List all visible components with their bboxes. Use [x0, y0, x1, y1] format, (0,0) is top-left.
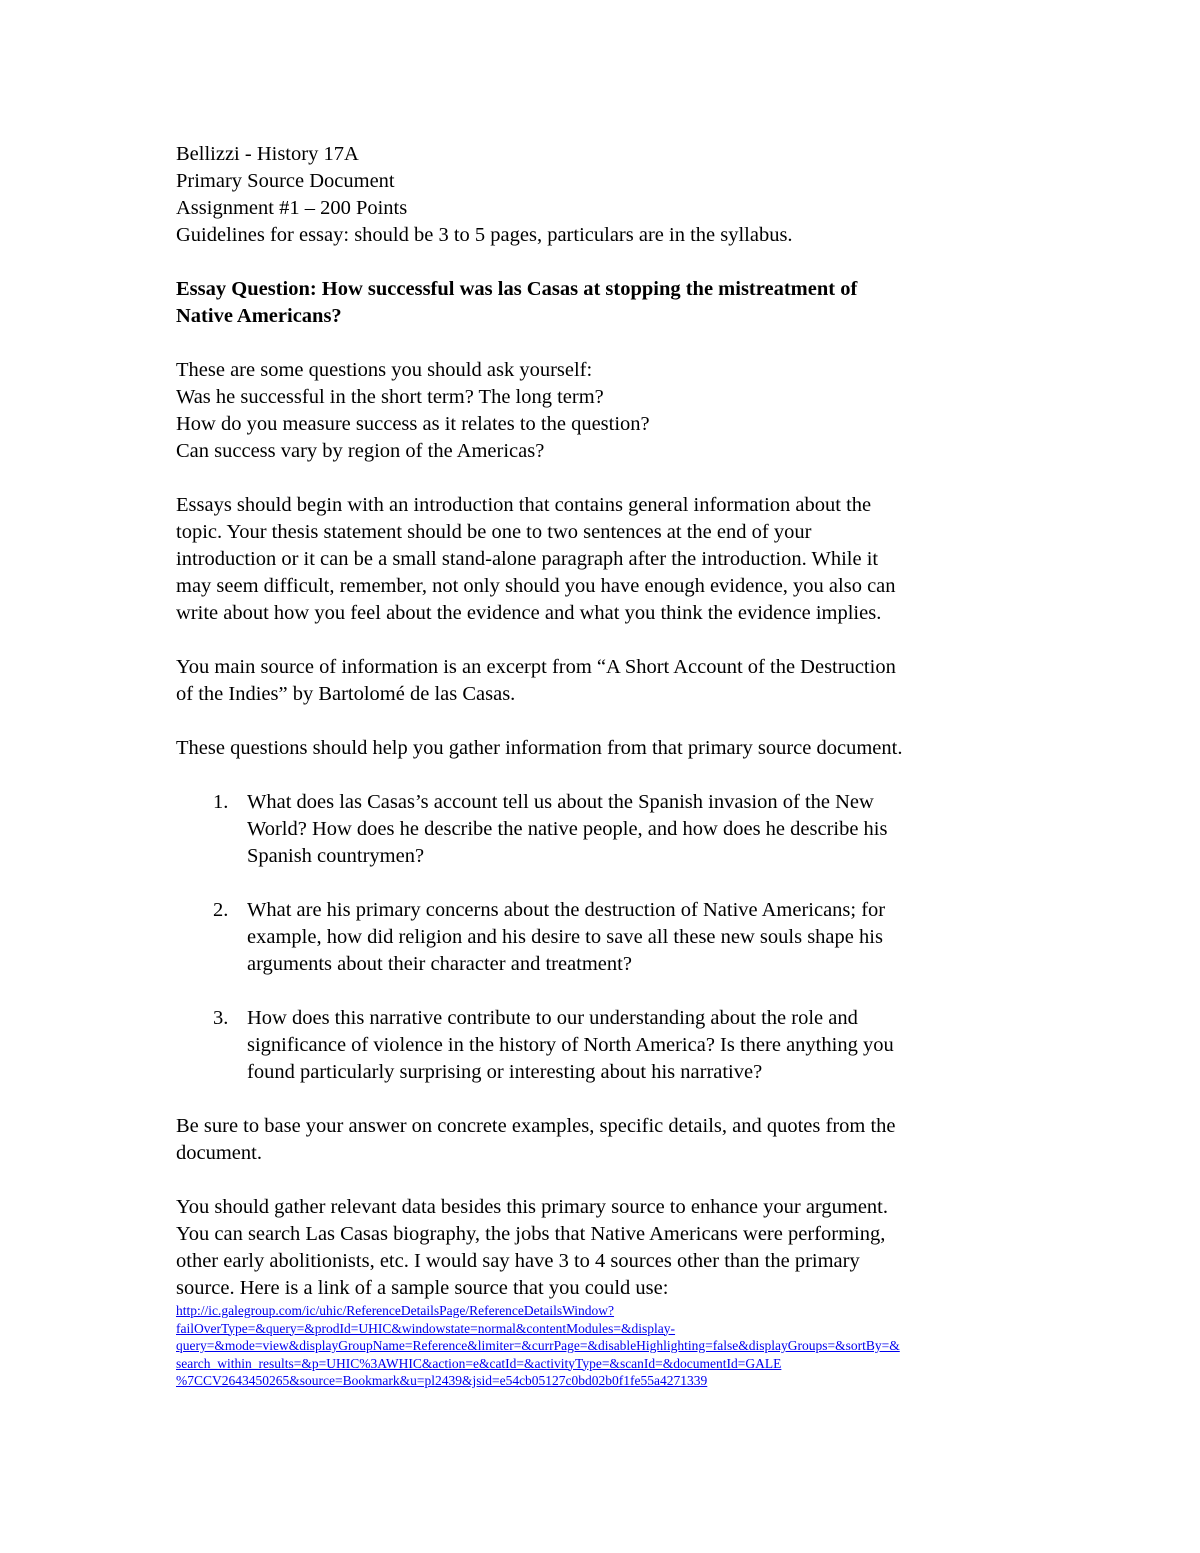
paragraph-line: of the Indies” by Bartolomé de las Casas.	[176, 683, 516, 705]
paragraph-line: You can search Las Casas biography, the jobs that Native Americans were performing,	[176, 1223, 886, 1245]
question-line: How does this narrative contribute to our understanding about the role and	[247, 1007, 858, 1029]
paragraph-line: You should gather relevant data besides this primary source to enhance your argument.	[176, 1196, 889, 1218]
sample-source-link[interactable]	[176, 1302, 1036, 1390]
paragraph-line: document.	[176, 1142, 262, 1164]
question-number: 2.	[213, 899, 229, 921]
question-line: What does las Casas’s account tell us about the Spanish invasion of the New	[247, 791, 874, 813]
paragraph-line: source. Here is a link of a sample source that you could use:	[176, 1277, 669, 1299]
question-line: Spanish countrymen?	[247, 845, 425, 867]
document-page	[176, 141, 1036, 1390]
questions-intro: These questions should help you gather information from that primary source document.	[176, 737, 903, 759]
basis-paragraph	[176, 1113, 1036, 1167]
link-line[interactable]: search_within_results=&p=UHIC%3AWHIC&action=e&catId=&activityType=&scanId=&documentId=GALE	[176, 1355, 782, 1371]
self-questions-intro: These are some questions you should ask yourself:	[176, 359, 593, 381]
question-number: 3.	[213, 1007, 229, 1029]
paragraph-line: other early abolitionists, etc. I would say have 3 to 4 sources other than the primary	[176, 1250, 860, 1272]
question-number: 1.	[213, 791, 229, 813]
essay-question-line: Essay Question: How successful was las Casas at stopping the mistreatment of	[176, 278, 858, 300]
header-block	[176, 141, 1036, 249]
paragraph-line: Essays should begin with an introduction that contains general information about the	[176, 494, 872, 516]
paragraph-line: Be sure to base your answer on concrete examples, specific details, and quotes from the	[176, 1115, 896, 1137]
question-line: found particularly surprising or interesting about his narrative?	[247, 1061, 763, 1083]
paragraph-line: may seem difficult, remember, not only should you have enough evidence, you also can	[176, 575, 896, 597]
self-question: Was he successful in the short term? The long term?	[176, 386, 604, 408]
link-line[interactable]: %7CCV2643450265&source=Bookmark&u=pl2439&jsid=e54cb05127c0bd02b0f1fe55a4271339	[176, 1373, 708, 1388]
document-type: Primary Source Document	[176, 170, 395, 192]
course-title: Bellizzi - History 17A	[176, 143, 359, 165]
intro-paragraph	[176, 492, 1036, 627]
paragraph-line: You main source of information is an excerpt from “A Short Account of the Destruction	[176, 656, 896, 678]
paragraph-line: topic. Your thesis statement should be one to two sentences at the end of your	[176, 521, 812, 543]
essay-question-line: Native Americans?	[176, 305, 342, 327]
question-list	[176, 789, 1036, 1086]
question-line: significance of violence in the history of North America? Is there anything you	[247, 1034, 894, 1056]
paragraph-line: introduction or it can be a small stand-alone paragraph after the introduction. While it	[176, 548, 879, 570]
source-paragraph	[176, 654, 1036, 708]
question-line: example, how did religion and his desire to save all these new souls shape his	[247, 926, 883, 948]
question-item	[176, 789, 1036, 870]
essay-guidelines: Guidelines for essay: should be 3 to 5 pages, particulars are in the syllabus.	[176, 224, 793, 246]
question-line: World? How does he describe the native people, and how does he describe his	[247, 818, 888, 840]
self-question: Can success vary by region of the Americas?	[176, 440, 545, 462]
link-line[interactable]: failOverType=&query=&prodId=UHIC&windowstate=normal&contentModules=&display-	[176, 1320, 676, 1336]
link-line[interactable]: http://ic.galegroup.com/ic/uhic/ReferenceDetailsPage/ReferenceDetailsWindow?	[176, 1303, 615, 1318]
self-questions	[176, 357, 1036, 465]
self-question: How do you measure success as it relates to the question?	[176, 413, 650, 435]
link-line[interactable]: query=&mode=view&displayGroupName=Reference&limiter=&currPage=&disableHighlighting=false&displayGroups=&sortBy=&	[176, 1338, 900, 1353]
essay-question	[176, 276, 1036, 330]
question-line: What are his primary concerns about the destruction of Native Americans; for	[247, 899, 886, 921]
gather-paragraph	[176, 1194, 1036, 1302]
paragraph-line: write about how you feel about the evidence and what you think the evidence implies.	[176, 602, 882, 624]
assignment-title: Assignment #1 – 200 Points	[176, 197, 408, 219]
question-item	[176, 897, 1036, 978]
question-item	[176, 1005, 1036, 1086]
question-line: arguments about their character and treatment?	[247, 953, 632, 975]
